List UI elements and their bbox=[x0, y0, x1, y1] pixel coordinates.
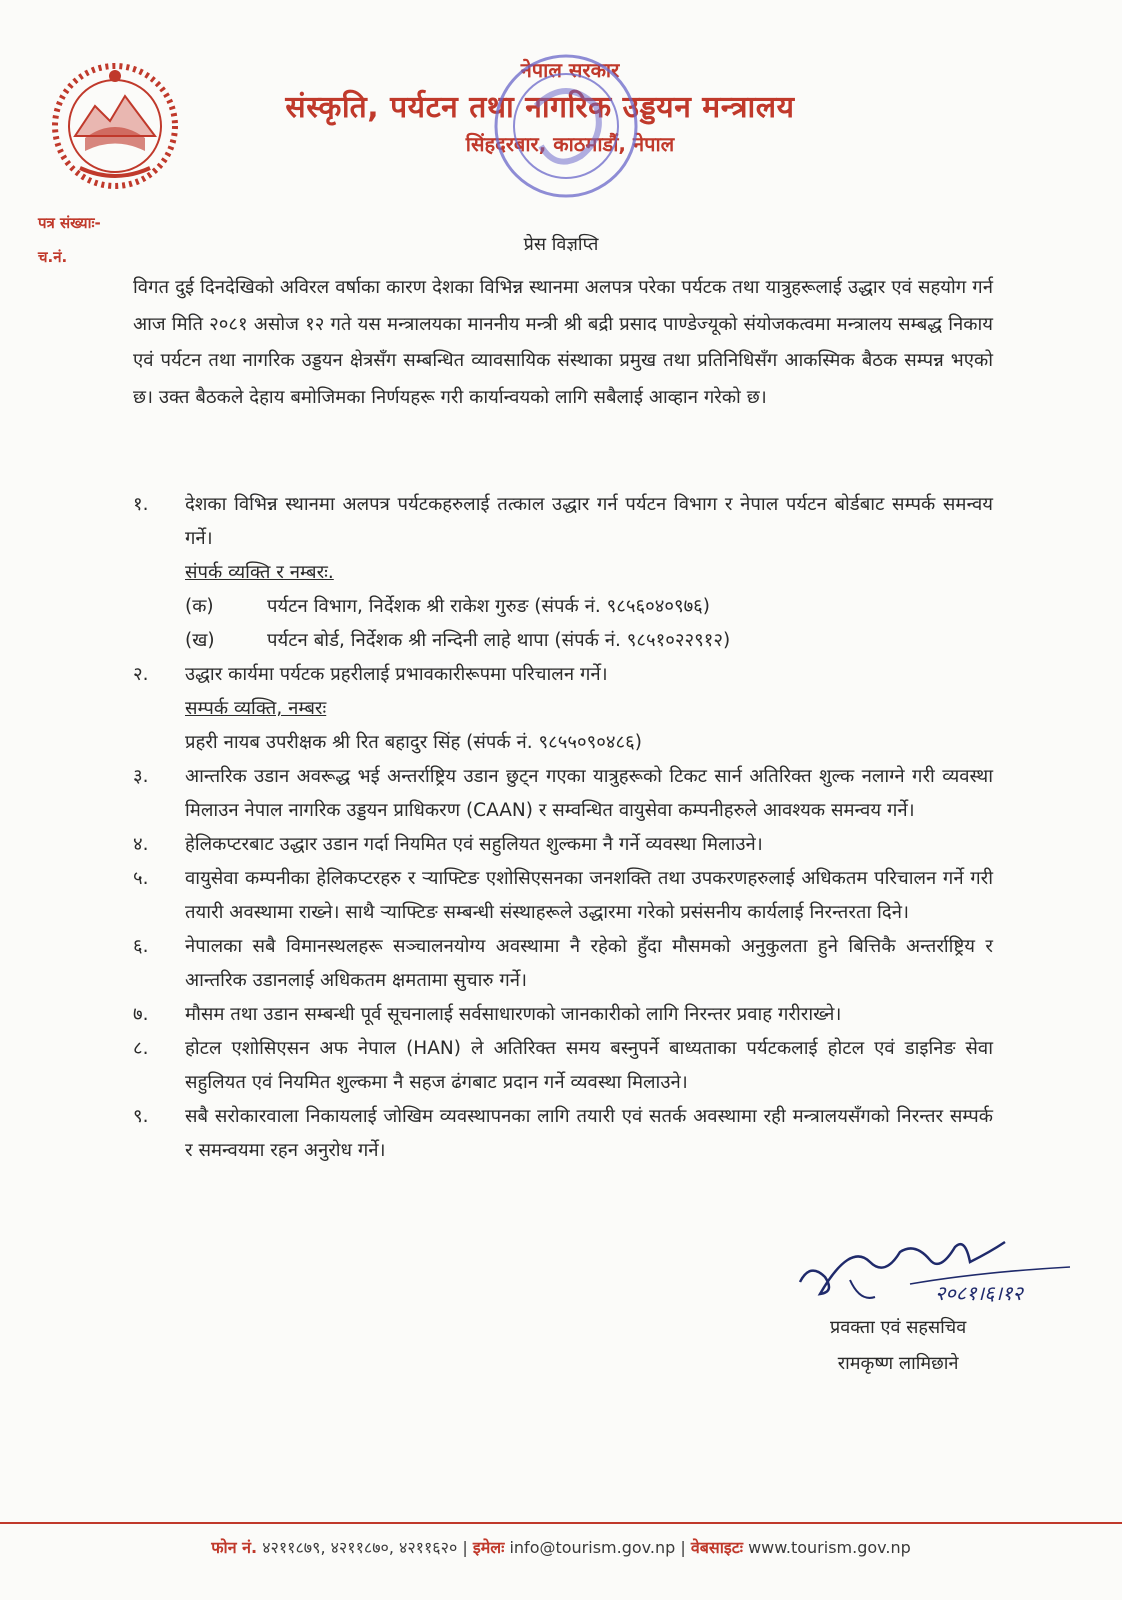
decision-item-3 bbox=[133, 760, 993, 828]
contact-person-kha bbox=[185, 624, 993, 658]
decision-number: ३. bbox=[133, 766, 149, 787]
contacts-block-1 bbox=[133, 556, 993, 658]
phone-numbers: ४२११८७९, ४२११८७०, ४२११६२० bbox=[262, 1538, 458, 1557]
decision-number: १. bbox=[133, 494, 149, 515]
decision-item-7 bbox=[133, 998, 993, 1032]
document-title: प्रेस विज्ञप्ति bbox=[523, 234, 599, 255]
decision-number: ९. bbox=[133, 1106, 149, 1127]
email-address[interactable]: info@tourism.gov.np bbox=[509, 1538, 676, 1557]
intro-paragraph: विगत दुई दिनदेखिको अविरल वर्षाका कारण देशका विभिन्न स्थानमा अलपत्र परेका पर्यटक तथा यात्रुहरूलाई उद्धार एवं सहयोग गर्न आज मिति २०८१ असोज १२ गते यस मन्त्रालयका माननीय मन्त्री श्री बद्री प्रसाद पाण्डेज्यूको संयोजकत्वमा मन्त्रालय सम्बद्ध निकाय एवं पर्यटन तथा नागरिक उड्डयन क्षेत्रसँग सम्बन्धित व्यावसायिक संस्थाका प्रमुख तथा प्रतिनिधिसँग आकस्मिक बैठक सम्पन्न भएको छ। उक्त बैठकले देहाय बमोजिमका निर्णयहरू गरी कार्यान्वयको लागि सबैलाई आव्हान गरेको छ। bbox=[133, 277, 993, 408]
decision-item-8 bbox=[133, 1032, 993, 1100]
contact-label-1: संपर्क व्यक्ति र नम्बरः. bbox=[185, 562, 334, 583]
ministry-name: संस्कृति, पर्यटन तथा नागरिक उड्डयन मन्त्रालय bbox=[285, 90, 795, 125]
decision-text: होटल एशोसिएसन अफ नेपाल (HAN) ले अतिरिक्त समय बस्नुपर्ने बाध्यताका पर्यटकलाई होटल एवं डाइनिङ सेवा सहुलियत एवं नियमित शुल्कमा नै सहज ढंगबाट प्रदान गर्ने व्यवस्था मिलाउने। bbox=[185, 1038, 993, 1093]
signer-designation: प्रवक्ता एवं सहसचिव bbox=[830, 1317, 967, 1338]
decision-text: मौसम तथा उडान सम्बन्धी पूर्व सूचनालाई सर्वसाधारणको जानकारीको लागि निरन्तर प्रवाह गरीराख्ने। bbox=[185, 1004, 842, 1025]
decision-item-5 bbox=[133, 862, 993, 930]
signature-date: २०८१।६।१२ bbox=[935, 1281, 1023, 1305]
contact-person-ka bbox=[185, 590, 993, 624]
decision-text: नेपालका सबै विमानस्थलहरू सञ्चालनयोग्य अवस्थामा नै रहेको हुँदा मौसमको अनुकुलता हुने बित्तिकै अन्तर्राष्ट्रिय र आन्तरिक उडानलाई अधिकतम क्षमतामा सुचारु गर्ने। bbox=[185, 936, 993, 991]
decision-number: ८. bbox=[133, 1038, 149, 1059]
contact-text: पर्यटन बोर्ड, निर्देशक श्री नन्दिनी लाहे थापा (संपर्क नं. ९८५१०२२९१२) bbox=[267, 630, 731, 651]
ministry-seal-stamp bbox=[486, 46, 646, 206]
footer-divider bbox=[0, 1522, 1122, 1524]
contact-label-2: सम्पर्क व्यक्ति, नम्बरः bbox=[185, 698, 327, 719]
decision-list bbox=[133, 488, 993, 1168]
decision-number: ७. bbox=[133, 1004, 149, 1025]
decision-text: उद्धार कार्यमा पर्यटक प्रहरीलाई प्रभावकारीरूपमा परिचालन गर्ने। bbox=[185, 664, 608, 685]
contact-text: पर्यटन विभाग, निर्देशक श्री राकेश गुरुङ (संपर्क नं. ९८५६०४०९७६) bbox=[267, 596, 711, 617]
website-label: वेबसाइटः bbox=[690, 1538, 743, 1557]
footer: फोन नं. ४२११८७९, ४२११८७०, ४२११६२० | इमेलः info@tourism.gov.np | वेबसाइटः www.tourism.gov.np bbox=[211, 1538, 911, 1557]
signer-block bbox=[830, 1310, 966, 1382]
handwritten-signature bbox=[790, 1222, 1080, 1312]
decision-number: ५. bbox=[133, 868, 149, 889]
signer-name: रामकृष्ण लामिछाने bbox=[837, 1353, 959, 1374]
contact-person-police: प्रहरी नायब उपरीक्षक श्री रित बहादुर सिंह (संपर्क नं. ९८५५०९०४८६) bbox=[185, 732, 642, 753]
decision-item-1 bbox=[133, 488, 993, 556]
decision-text: सबै सरोकारवाला निकायलाई जोखिम व्यवस्थापनका लागि तयारी एवं सतर्क अवस्थामा रही मन्त्रालयसँगको निरन्तर सम्पर्क र समन्वयमा रहन अनुरोध गर्ने। bbox=[185, 1106, 993, 1161]
decision-number: २. bbox=[133, 664, 149, 685]
decision-number: ६. bbox=[133, 936, 149, 957]
ministry-address: सिंहदरबार, काठमाडौं, नेपाल bbox=[465, 132, 675, 156]
government-name: नेपाल सरकार bbox=[520, 58, 620, 82]
nepal-emblem-logo bbox=[40, 56, 190, 196]
decision-text: हेलिकप्टरबाट उद्धार उडान गर्दा नियमित एवं सहुलियत शुल्कमा नै गर्ने व्यवस्था मिलाउने। bbox=[185, 834, 763, 855]
contacts-block-2 bbox=[133, 692, 993, 760]
decision-item-2 bbox=[133, 658, 993, 692]
website-link[interactable]: www.tourism.gov.np bbox=[748, 1538, 911, 1557]
contact-letter: (ख) bbox=[185, 630, 215, 651]
dispatch-number: च.नं. bbox=[38, 248, 68, 266]
decision-item-9 bbox=[133, 1100, 993, 1168]
decision-text: देशका विभिन्न स्थानमा अलपत्र पर्यटकहरुलाई तत्काल उद्धार गर्न पर्यटन विभाग र नेपाल पर्यटन बोर्डबाट सम्पर्क समन्वय गर्ने। bbox=[185, 494, 993, 549]
contact-letter: (क) bbox=[185, 596, 214, 617]
email-label: इमेलः bbox=[472, 1538, 505, 1557]
decision-item-4 bbox=[133, 828, 993, 862]
phone-label: फोन नं. bbox=[211, 1538, 258, 1557]
decision-text: आन्तरिक उडान अवरूद्ध भई अन्तर्राष्ट्रिय उडान छुट्न गएका यात्रुहरूको टिकट सार्न अतिरिक्त शुल्क नलाग्ने गरी व्यवस्था मिलाउन नेपाल नागरिक उड्डयन प्राधिकरण (CAAN) र सम्वन्धित वायुसेवा कम्पनीहरुले आवश्यक समन्वय गर्ने। bbox=[185, 766, 993, 821]
decision-text: वायुसेवा कम्पनीका हेलिकप्टरहरु र र्‍याफ्टिङ एशोसिएसनका जनशक्ति तथा उपकरणहरुलाई अधिकतम परिचालन गर्ने गरी तयारी अवस्थामा राख्ने। साथै र्‍याफ्टिङ सम्बन्धी संस्थाहरूले उद्धारमा गरेको प्रसंसनीय कार्यलाई निरन्तरता दिने। bbox=[185, 868, 993, 923]
decision-number: ४. bbox=[133, 834, 149, 855]
letter-number: पत्र संख्याः- bbox=[38, 214, 101, 232]
decision-item-6 bbox=[133, 930, 993, 998]
